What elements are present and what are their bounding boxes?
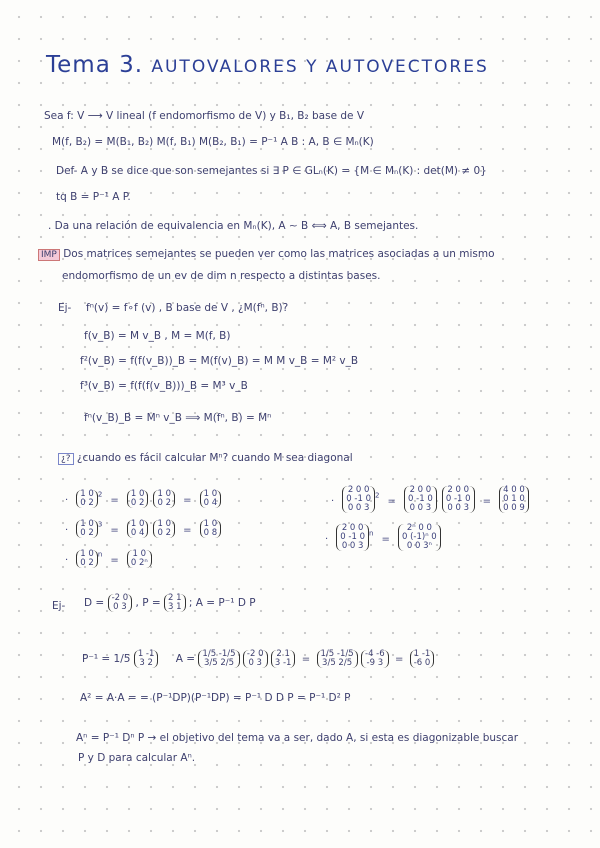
ej1-step-d: fⁿ(v_B)_B = Mⁿ v_B ⟹ M(fⁿ, B) = Mⁿ [84,412,272,424]
matrix: 1/5 -1/5 3/5 2/5 [317,650,358,668]
line-sea: Sea f: V ⟶ V lineal (f endomorfismo de V) y B₁, B₂ base de V [44,110,365,122]
ej1-step-a: f(v_B) = M v_B , M = M(f, B) [84,330,231,342]
ej1-label: Ej- [58,302,72,314]
matrix: -2 0 0 3 [243,650,268,668]
power-2x2-cube: · 1 0 0 2 $^3$ = 1 0 0 4 1 0 0 2 = 1 0 0 8 [62,518,221,538]
a-squared-line: A² = A·A = = (P⁻¹DP)(P⁻¹DP) = P⁻¹ D D P = P⁻¹ D² P [80,692,351,704]
ej1-question: fⁿ(v) = f∘f (v) , B base de V , ¿M(fⁿ, B)? [86,302,289,314]
matrix-A: 1 -1 -6 0 [410,650,435,668]
matrix: 2 0 0 0 -1 0 0 0 3 [442,486,475,513]
matrix: 1 0 0 2 [153,490,175,508]
line-definition: Def- A y B se dice que son semejantes si ∃ P ∈ GLₙ(K) = {M ∈ Mₙ(K) : det(M) ≠ 0} [56,165,487,177]
matrix: 1 0 0 2ⁿ [127,550,152,568]
matrix: 2ⁿ 0 0 0 (-1)ⁿ 0 0 0 3ⁿ [398,524,441,551]
question-tag: ¿? [58,453,74,465]
matrix-Pinv: 1 -1 3 2 [134,650,159,668]
matrix: 2 0 0 0 -1 0 0 0 3 [342,486,375,513]
power-3x3-n: · 2 0 0 0 -1 0 0 0 3 $^n$ = 2ⁿ 0 0 0 (-1)ⁿ 0 0 0 3ⁿ [322,524,441,551]
ej1-step-c: f³(v_B) = f(f(f(v_B)))_B = M³ v_B [80,380,248,392]
matrix: 1 0 0 2 [76,550,98,568]
matrix: 2 0 0 0 -1 0 0 0 3 [336,524,369,551]
page-title: Tema 3. AUTOVALORES Y AUTOVECTORES [46,52,489,78]
pinv-line: P⁻¹ = 1/5 1 -1 3 2 A = 1/5 -1/5 3/5 2/5 -2 0 0 3 2 1 3 -1 = 1/5 -1/5 3/5 2/5 -4 -6 -9 3 = 1 -1 -6 0 [82,650,434,668]
line-imp: IMP Dos matrices semejantes se pueden ver como las matrices asociadas a un mismo [38,248,495,260]
line-equivalence: . Da una relación de equivalencia en Mₙ(K), A ∼ B ⟺ A, B semejantes. [48,220,419,232]
line-imp-2: endomorfismo de un ev de dim n respecto a distintas bases. [62,270,381,282]
matrix: 4 0 0 0 1 0 0 0 9 [499,486,529,513]
matrix: 1 0 0 8 [200,520,222,538]
matrix: 2 1 3 -1 [271,650,296,668]
power-3x3-sq: · 2 0 0 0 -1 0 0 0 3 $^2$ = 2 0 0 0 -1 0 0 0 3 2 0 0 0 -1 0 0 0 3 = 4 0 0 0 1 0 0 0 9 [328,486,529,513]
matrix: 1 0 0 4 [200,490,222,508]
line-matrix-change: M(f, B₂) = M(B₁, B₂) M(f, B₁) M(B₂, B₁) = P⁻¹ A B : A, B ∈ Mₙ(K) [52,136,374,148]
line-tq: tq B = P⁻¹ A P. [56,191,131,203]
matrix: 1 0 0 2 [76,490,98,508]
matrix: 1 0 0 2 [153,520,175,538]
ej1-step-b: f²(v_B) = f(f(v_B))_B = M(f(v)_B) = M M v_B = M² v_B [80,355,359,367]
power-2x2-sq: · 1 0 0 2 $^2$ = 1 0 0 2 1 0 0 2 = 1 0 0 4 [62,488,221,508]
matrix: 1 0 0 2 [127,490,149,508]
question-line: ¿? ¿cuando es fácil calcular Mⁿ? cuando M sea diagonal [58,452,353,464]
ej2-label: Ej- [52,600,66,612]
imp-tag: IMP [38,249,60,261]
matrix-P: 2 1 3 1 [164,594,186,612]
matrix-D: -2 0 0 3 [108,594,133,612]
ej2-definition: D = -2 0 0 3 , P = 2 1 3 1 ; A = P⁻¹ D P [84,593,256,612]
matrix: 1/5 -1/5 3/5 2/5 [198,650,239,668]
power-2x2-n: · 1 0 0 2 $^n$ = 1 0 0 2ⁿ [62,548,152,568]
matrix: 1 0 0 4 [127,520,149,538]
a-n-line: Aⁿ = P⁻¹ Dⁿ P → el objetivo del tema va a ser, dado A, si esta es diagonizable buscar [76,732,519,744]
matrix: 1 0 0 2 [76,520,98,538]
a-n-line-2: P y D para calcular Aⁿ. [78,752,196,764]
matrix: -4 -6 -9 3 [361,650,389,668]
matrix: 2 0 0 0 -1 0 0 0 3 [404,486,437,513]
